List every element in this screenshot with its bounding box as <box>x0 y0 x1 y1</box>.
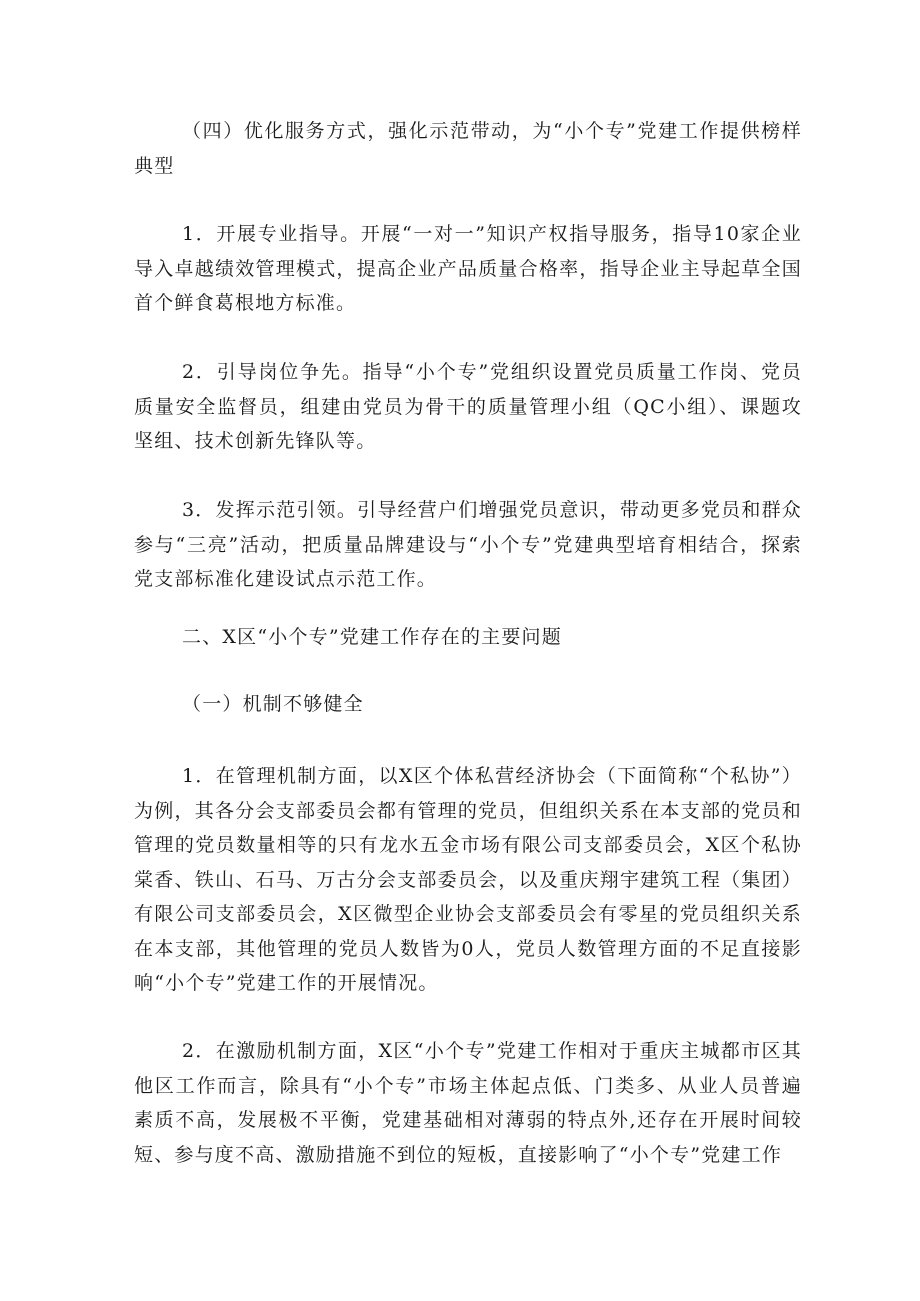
item-incentive-mechanism: 2．在激励机制方面，X区“小个专”党建工作相对于重庆主城都市区其他区工作而言，除具有“小个专”市场主体起点低、门类多、从业人员普遍素质不高，发展极不平衡，党建基础相对薄弱的特点外,还存在开展时间较短、参与度不高、激励措施不到位的短板，直接影响了“小个专”党建工作 <box>134 1040 802 1166</box>
subsection-heading-one: （一）机制不够健全 <box>182 693 364 715</box>
item-demonstration-lead: 3．发挥示范引领。引导经营户们增强党员意识，带动更多党员和群众参与“三亮”活动，把质量品牌建设与“小个专”党建典型培育相结合，探索党支部标准化建设试点示范工作。 <box>134 499 802 590</box>
section-heading-four: （四）优化服务方式，强化示范带动，为“小个专”党建工作提供榜样典型 <box>134 120 802 177</box>
item-professional-guidance: 1．开展专业指导。开展“一对一”知识产权指导服务，指导10家企业导入卓越绩效管理模式，提高企业产品质量合格率，指导企业主导起草全国首个鲜食葛根地方标准。 <box>134 223 802 314</box>
item-management-mechanism: 1．在管理机制方面，以X区个体私营经济协会（下面简称“个私协”）为例，其各分会支部委员会都有管理的党员，但组织关系在本支部的党员和管理的党员数量相等的只有龙水五金市场有限公司支部委员会，X区个私协棠香、铁山、石马、万古分会支部委员会，以及重庆翔宇建筑工程（集团）有限公司支部委员会，X区微型企业协会支部委员会有零星的党员组织关系在本支部，其他管理的党员人数皆为0人，党员人数管理方面的不足直接影响“小个专”党建工作的开展情况。 <box>134 765 802 994</box>
chapter-heading-two: 二、X区“小个专”党建工作存在的主要问题 <box>182 626 562 648</box>
item-post-competition: 2．引导岗位争先。指导“小个专”党组织设置党员质量工作岗、党员质量安全监督员，组建由党员为骨干的质量管理小组（QC小组）、课题攻坚组、技术创新先锋队等。 <box>134 361 802 452</box>
